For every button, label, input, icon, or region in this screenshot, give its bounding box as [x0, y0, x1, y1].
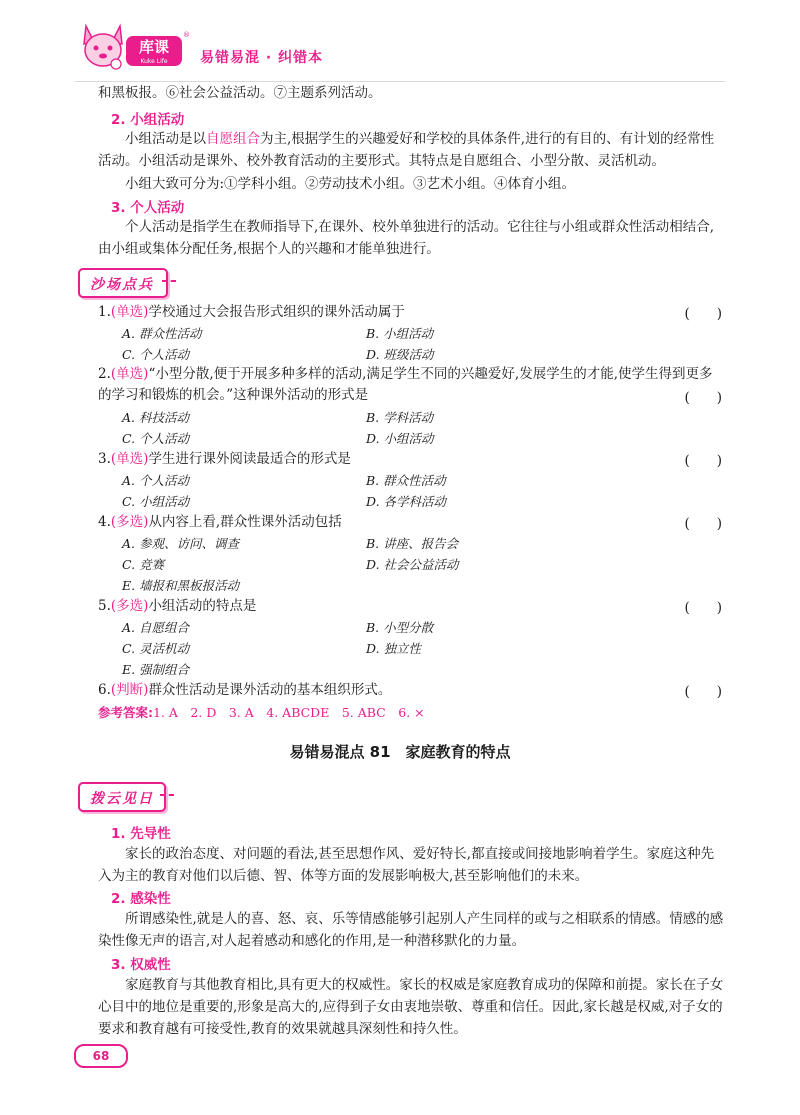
- brand-logo: 库课 Kuke Life: [126, 36, 182, 66]
- section-2-paragraph-1: 小组活动是以自愿组合为主,根据学生的兴趣爱好和学校的具体条件,进行的有目的、有计划的经常性活动。小组活动是课外、校外教育活动的主要形式。其特点是自愿组合、小型分散、灵活机动。: [98, 131, 715, 169]
- mascot-logo-icon: [78, 22, 128, 72]
- point-3-title: 3. 权威性: [111, 957, 171, 973]
- option: C. 竞赛: [122, 557, 165, 572]
- practice-section-badge: 沙场点兵: [78, 268, 168, 298]
- explanation-section-badge: 拨云见日: [78, 782, 166, 812]
- question-5: 5.(多选)小组活动的特点是: [98, 598, 257, 614]
- answer-blank: ( ): [684, 306, 722, 322]
- option: E. 墙报和黑板报活动: [122, 578, 240, 593]
- option: A. 科技活动: [122, 410, 189, 425]
- answer-blank: ( ): [684, 600, 722, 616]
- option: A. 个人活动: [122, 473, 189, 488]
- answer-blank: ( ): [684, 516, 722, 532]
- intro-line: 和黑板报。⑥社会公益活动。⑦主题系列活动。: [98, 85, 382, 101]
- option: D. 社会公益活动: [366, 557, 459, 572]
- option: D. 班级活动: [366, 347, 434, 362]
- question-6: 6.(判断)群众性活动是课外活动的基本组织形式。: [98, 682, 392, 698]
- option: B. 小型分散: [366, 620, 434, 635]
- option: B. 小组活动: [366, 326, 434, 341]
- section-2-paragraph-2: 小组大致可分为:①学科小组。②劳动技术小组。③艺术小组。④体育小组。: [125, 176, 576, 192]
- question-4: 4.(多选)从内容上看,群众性课外活动包括: [98, 514, 342, 530]
- answer-blank: ( ): [684, 453, 722, 469]
- section-81-title: 易错易混点 81 家庭教育的特点: [289, 743, 511, 761]
- answer-key: 参考答案:1. A 2. D 3. A 4. ABCDE 5. ABC 6. ×: [98, 705, 425, 720]
- question-2: 2.(单选)“小型分散,便于开展多种多样的活动,满足学生不同的兴趣爱好,发展学生的才能,使学生得到更多的学习和锻炼的机会。”这种课外活动的形式是: [98, 366, 713, 403]
- point-1-text: 家长的政治态度、对问题的看法,甚至思想作风、爱好特长,都直接或间接地影响着学生。家庭这种先入为主的教育对他们以后德、智、体等方面的发展影响极大,甚至影响他们的未来。: [98, 846, 715, 884]
- answer-blank: ( ): [684, 684, 722, 700]
- highlight-text: 自愿组合: [206, 131, 260, 147]
- point-2-title: 2. 感染性: [111, 891, 171, 907]
- option: D. 小组活动: [366, 431, 434, 446]
- section-2-title: 2. 小组活动: [111, 112, 185, 128]
- option: A. 自愿组合: [122, 620, 189, 635]
- option: C. 小组活动: [122, 494, 190, 509]
- question-3: 3.(单选)学生进行课外阅读最适合的形式是: [98, 451, 351, 467]
- header-title: 易错易混 · 纠错本: [200, 50, 324, 66]
- option: D. 独立性: [366, 641, 422, 656]
- option: B. 学科活动: [366, 410, 434, 425]
- section-3-title: 3. 个人活动: [111, 200, 185, 216]
- point-3-text: 家庭教育与其他教育相比,具有更大的权威性。家长的权威是家庭教育成功的保障和前提。家长在子女心目中的地位是重要的,形象是高大的,应得到子女由衷地崇敬、尊重和信任。因此,家长越是权威,对子女的要求和教育越有可接受性,教育的效果就越具深刻性和持久性。: [98, 977, 724, 1037]
- registered-mark: ®: [183, 31, 190, 39]
- option: B. 群众性活动: [366, 473, 446, 488]
- option: C. 个人活动: [122, 431, 190, 446]
- option: A. 群众性活动: [122, 326, 202, 341]
- section-3-paragraph: 个人活动是指学生在教师指导下,在课外、校外单独进行的活动。它往往与小组或群众性活动相结合,由小组或集体分配任务,根据个人的兴趣和才能单独进行。: [98, 219, 715, 257]
- option: D. 各学科活动: [366, 494, 447, 509]
- option: E. 强制组合: [122, 662, 190, 677]
- option: B. 讲座、报告会: [366, 536, 459, 551]
- question-1: 1.(单选)学校通过大会报告形式组织的课外活动属于: [98, 304, 405, 320]
- page-number: 68: [74, 1044, 128, 1068]
- point-1-title: 1. 先导性: [111, 826, 171, 842]
- option: C. 个人活动: [122, 347, 190, 362]
- point-2-text: 所谓感染性,就是人的喜、怒、哀、乐等情感能够引起别人产生同样的或与之相联系的情感。情感的感染性像无声的语言,对人起着感动和感化的作用,是一种潜移默化的力量。: [98, 911, 724, 949]
- option: C. 灵活机动: [122, 641, 190, 656]
- option: A. 参观、访问、调查: [122, 536, 239, 551]
- answer-blank: ( ): [684, 390, 722, 406]
